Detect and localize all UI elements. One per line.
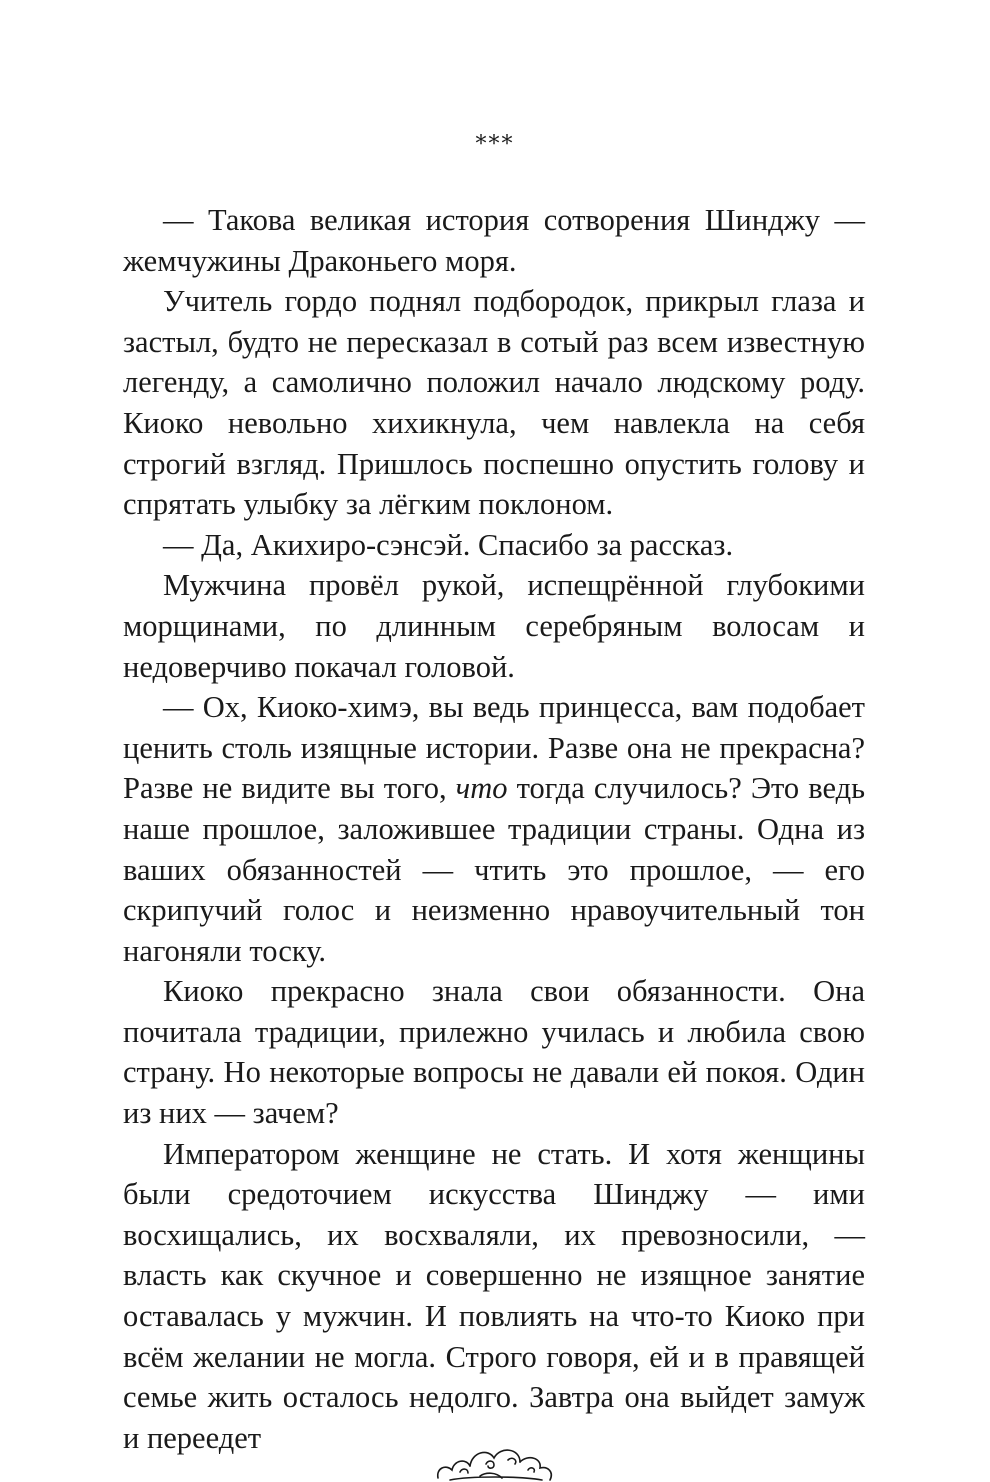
cloud-ornament-icon [430, 1442, 560, 1482]
paragraph: — Да, Акихиро-сэнсэй. Спасибо за рассказ. [163, 527, 734, 562]
body-text [123, 200, 865, 1458]
paragraph [123, 687, 865, 971]
paragraph-text: тогда случилось? Это ведь наше прошлое, заложившее традиции страны. Одна из ваших обязанностей — чтить это прошлое, — его скрипучий голос и неизменно нравоучительный тон нагоняли тоску. [123, 771, 866, 968]
paragraph: Императором женщине не стать. И хотя женщины были средоточием искусства Шинджу — ими восхищались, их восхваляли, их превозносили, — власть как скучное и совершенно не изящное занятие оставалась у мужчин. И повлиять на что-то Киоко при всём желании не могла. Строго говоря, ей и в правящей семье жить осталось недолго. Завтра она выйдет замуж и переедет [123, 1136, 865, 1455]
emphasis-word: что [455, 771, 508, 806]
paragraph: Киоко прекрасно знала свои обязанности. Она почитала традиции, прилежно училась и любила свою страну. Но некоторые вопросы не давали ей покоя. Один из них — зачем? [123, 974, 865, 1131]
paragraph-text: — Ох, Киоко-химэ, вы ведь принцесса, вам подобает ценить столь изящные истории. Разве она не прекрасна? Разве не видите вы того, [123, 690, 865, 806]
section-separator: *** [475, 132, 515, 157]
paragraph: — Такова великая история сотворения Шинджу — жемчужины Драконьего моря. [123, 203, 865, 278]
paragraph: Мужчина провёл рукой, испещрённой глубокими морщинами, по длинным серебряным волосам и недоверчиво покачал головой. [123, 568, 865, 684]
paragraph: Учитель гордо поднял подбородок, прикрыл глаза и застыл, будто не пересказал в сотый раз всем известную легенду, а самолично положил начало людскому роду. Киоко невольно хихикнула, чем навлекла на себя строгий взгляд. Пришлось поспешно опустить голову и спрятать улыбку за лёгким поклоном. [123, 284, 865, 522]
